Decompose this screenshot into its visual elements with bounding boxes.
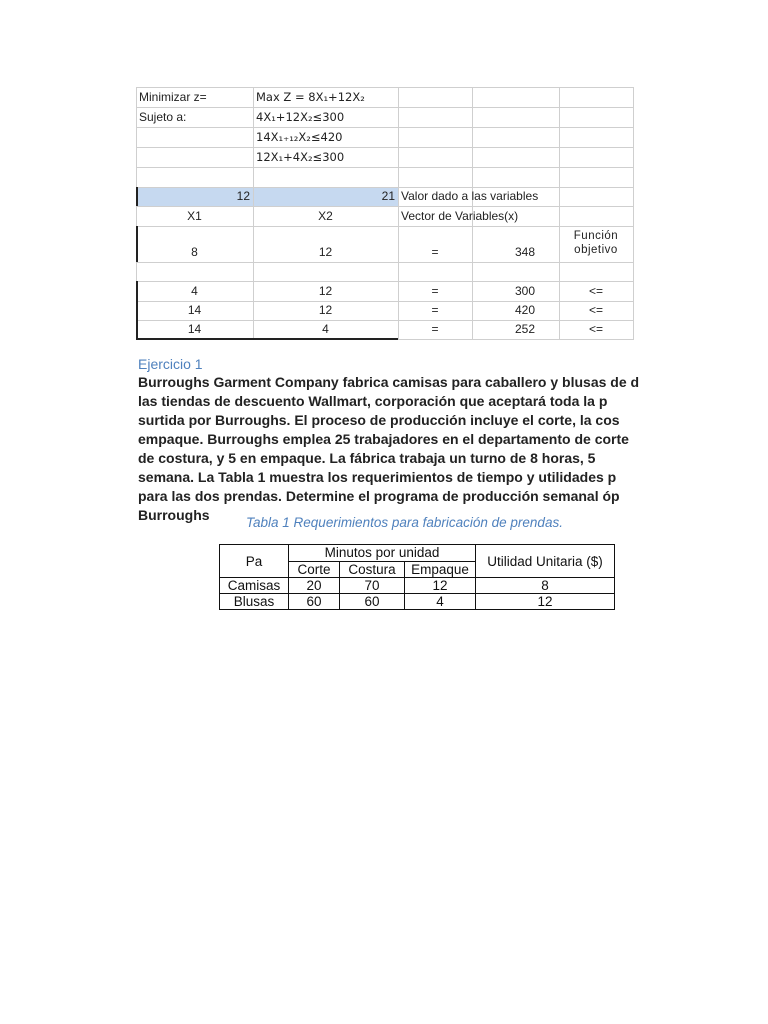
exercise-line: de costura, y 5 en empaque. La fábrica trabaja un turno de 8 horas, 5 — [138, 450, 596, 466]
cell-vars-label: Vector de Variables(x) — [401, 209, 519, 223]
cell-obj-x1: 8 — [191, 245, 198, 259]
cell-c1-eq: = — [431, 284, 439, 298]
cell-value-x1: 12 — [236, 189, 250, 203]
row-name: Blusas — [220, 594, 289, 610]
cell-sujeto-label: Sujeto a: — [139, 110, 187, 124]
cell-c2-x2: 12 — [318, 303, 333, 317]
exercise-line: Burroughs — [138, 507, 210, 523]
row-name: Camisas — [220, 578, 289, 594]
cell-constraint-2: 14X₁₊₁₂X₂≤420 — [256, 130, 343, 144]
cell-constraint-1: 4X₁+12X₂≤300 — [256, 110, 345, 124]
exercise-line: para las dos prendas. Determine el programa de producción semanal óp — [138, 488, 620, 504]
cell-minimizar-label: Minimizar z= — [139, 90, 207, 104]
exercise-line: semana. La Tabla 1 muestra los requerimientos de tiempo y utilidades p — [138, 469, 617, 485]
cell-obj-x2: 12 — [318, 245, 333, 259]
exercise-line: Burroughs Garment Company fabrica camisas para caballero y blusas de d — [138, 374, 640, 390]
row-corte: 20 — [289, 578, 340, 594]
cell-c1-op: <= — [588, 284, 603, 298]
cell-var-x1: X1 — [187, 209, 202, 223]
cell-obj-result: 348 — [514, 245, 535, 259]
row-utilidad: 12 — [476, 594, 615, 610]
header-pa: Pa — [220, 545, 289, 578]
header-costura: Costura — [340, 561, 405, 578]
row-utilidad: 8 — [476, 578, 615, 594]
row-empaque: 12 — [405, 578, 476, 594]
header-utilidad: Utilidad Unitaria ($) — [476, 545, 615, 578]
exercise-line: las tiendas de descuento Wallmart, corporación que aceptará toda la p — [138, 393, 608, 409]
row-costura: 70 — [340, 578, 405, 594]
exercise-line: empaque. Burroughs emplea 25 trabajadores en el departamento de corte — [138, 431, 629, 447]
row-corte: 60 — [289, 594, 340, 610]
cell-var-x2: X2 — [318, 209, 333, 223]
cell-c3-eq: = — [431, 322, 439, 336]
cell-obj-label — [559, 229, 633, 259]
row-empaque: 4 — [405, 594, 476, 610]
requirements-table — [219, 544, 615, 610]
spreadsheet-region — [136, 87, 634, 340]
cell-values-label: Valor dado a las variables — [401, 189, 539, 203]
cell-c2-eq: = — [431, 303, 439, 317]
row-costura: 60 — [340, 594, 405, 610]
table-row — [220, 578, 615, 594]
cell-c2-result: 420 — [514, 303, 535, 317]
header-corte: Corte — [289, 561, 340, 578]
table-row — [220, 594, 615, 610]
cell-c1-result: 300 — [514, 284, 535, 298]
cell-objective-formula: Max Z = 8X₁+12X₂ — [256, 90, 365, 104]
header-empaque: Empaque — [405, 561, 476, 578]
cell-obj-eq: = — [431, 245, 439, 259]
cell-c1-x2: 12 — [318, 284, 333, 298]
cell-c3-op: <= — [588, 322, 603, 336]
obj-label-line1: Función — [573, 230, 619, 242]
header-minutos: Minutos por unidad — [289, 545, 476, 562]
table-caption: Tabla 1 Requerimientos para fabricación de prendas. — [246, 515, 563, 530]
exercise-line: surtida por Burroughs. El proceso de producción incluye el corte, la cos — [138, 412, 620, 428]
exercise-title: Ejercicio 1 — [138, 356, 203, 372]
obj-label-line2: objetivo — [574, 244, 618, 256]
cell-c1-x1: 4 — [191, 284, 198, 298]
cell-c3-x1: 14 — [187, 322, 202, 336]
cell-c3-x2: 4 — [322, 322, 329, 336]
cell-c3-result: 252 — [514, 322, 535, 336]
cell-constraint-3: 12X₁+4X₂≤300 — [256, 150, 345, 164]
cell-value-x2: 21 — [381, 189, 395, 203]
cell-c2-x1: 14 — [187, 303, 202, 317]
cell-c2-op: <= — [588, 303, 603, 317]
